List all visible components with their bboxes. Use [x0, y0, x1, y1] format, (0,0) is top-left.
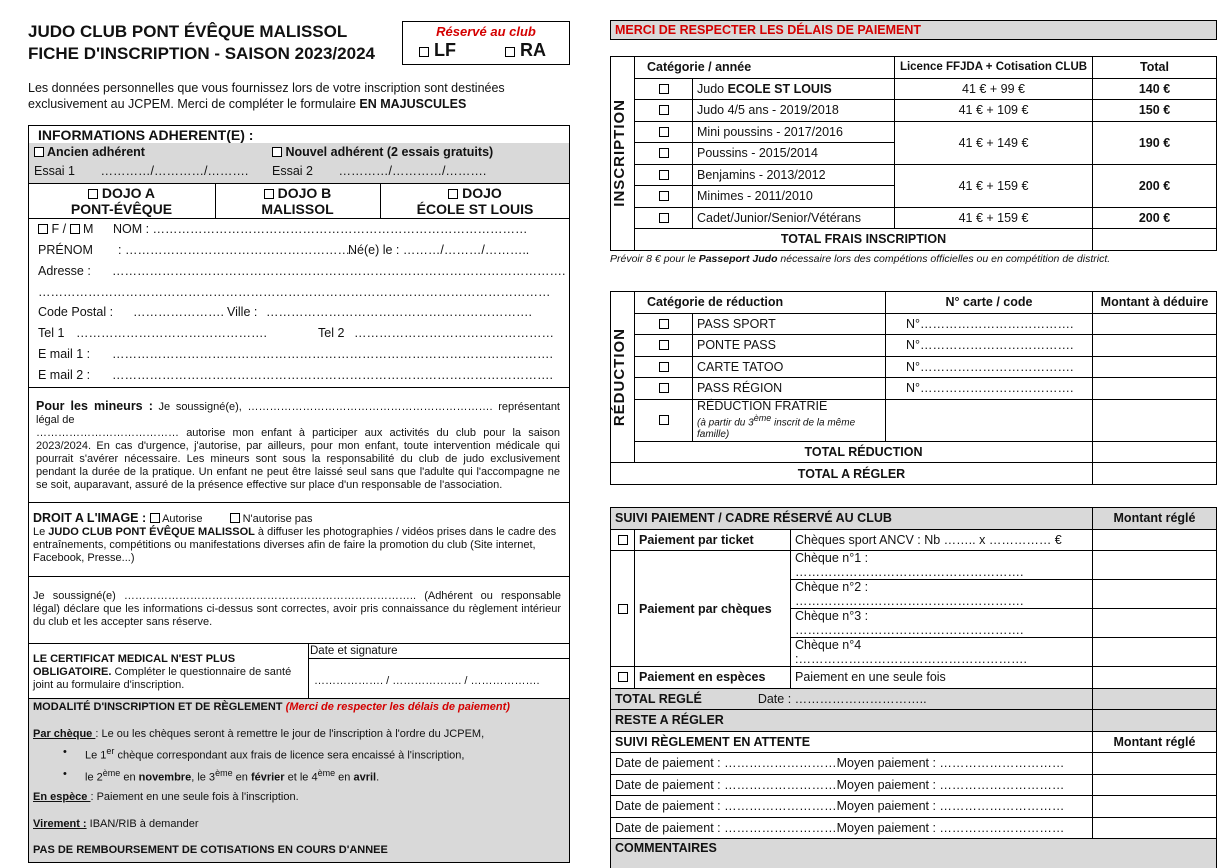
- tel1-field[interactable]: ……………………………………….: [76, 326, 267, 340]
- fratrie-label: RÉDUCTION FRATRIE: [697, 398, 828, 413]
- cheque2-montant[interactable]: [1093, 580, 1217, 609]
- lf-label: LF: [434, 40, 457, 60]
- modalite-title-text: MODALITÉ D'INSCRIPTION ET DE RÈGLEMENT: [33, 701, 286, 713]
- red-col-cat: Catégorie de réduction: [635, 292, 886, 314]
- intro-line2: exclusivement au JCPEM. Merci de compléter le formulaire: [28, 97, 360, 111]
- ticket-detail[interactable]: Chèques sport ANCV : Nb …….. x …………… €: [791, 529, 1093, 551]
- row5-checkbox[interactable]: [659, 191, 669, 201]
- naissance-field[interactable]: Né(e) le : ………/………/………..: [348, 243, 530, 257]
- certificat-bold: LE CERTIFICAT MEDICAL N'EST PLUS OBLIGATOIRE.: [33, 653, 236, 678]
- b2-avr: avril: [353, 771, 377, 784]
- prenom-label: PRÉNOM: [38, 243, 93, 257]
- ville-label: Ville :: [227, 305, 258, 319]
- bullet-2: [33, 768, 563, 784]
- total-regler-value[interactable]: [1093, 463, 1217, 485]
- reserved-label: Réservé au club: [436, 24, 536, 39]
- certificat-block: [33, 653, 301, 692]
- espece-label: En espèce: [33, 791, 91, 803]
- reduction-table: [610, 291, 1217, 485]
- b2-b: en: [120, 771, 139, 784]
- dojo-b: [215, 185, 380, 217]
- carte-tatoo-checkbox[interactable]: [659, 362, 669, 372]
- ra-label: RA: [520, 40, 547, 60]
- banner-delais: MERCI DE RESPECTER LES DÉLAIS DE PAIEMENT: [610, 20, 1217, 40]
- image-label: DROIT A L'IMAGE :: [33, 511, 150, 525]
- table-row: [611, 378, 1217, 400]
- cheque-text: : Le ou les chèques seront à remettre le jour de l'inscription à l'ordre du JCPEM,: [95, 728, 485, 740]
- ponte-pass-checkbox[interactable]: [659, 340, 669, 350]
- b2-sup2: ème: [215, 767, 233, 778]
- pass-region-checkbox[interactable]: [659, 383, 669, 393]
- attente-montant-header: Montant réglé: [1093, 731, 1217, 753]
- table-row: [611, 817, 1217, 839]
- cheques-label: Paiement par chèques: [635, 551, 791, 667]
- virement-label: Virement :: [33, 818, 87, 830]
- prenom-field[interactable]: : ………………………………………………..: [118, 243, 357, 257]
- declaration-text: Je soussigné(e) …………………………………………………………………….. (Adhérent ou responsable légal) déclare que les informations ci-dessus sont correctes, avoir pris connaissance du règlement intérieur du club et les accepter sans réserve.: [33, 590, 561, 628]
- total-regle-date[interactable]: Date : …………………………..: [757, 691, 927, 706]
- mineurs-block: [36, 400, 560, 492]
- passeport-note: [610, 253, 1110, 265]
- image-text-bold: JUDO CLUB PONT ÉVÊQUE MALISSOL: [48, 526, 255, 538]
- b2-nov: novembre: [138, 771, 192, 784]
- total-regle-value[interactable]: [1093, 688, 1217, 710]
- intro-line1: Les données personnelles que vous fournissez lors de votre inscription sont destinées: [28, 81, 505, 95]
- attente-row1[interactable]: Date de paiement : ………………………Moyen paiement : …………………………: [611, 753, 1093, 775]
- b1-sup: er: [106, 746, 115, 756]
- mail2-field[interactable]: …………………………………………………………………………………………….: [112, 368, 553, 382]
- red-col-mont: Montant à déduire: [1093, 292, 1217, 314]
- cp-label: Code Postal :: [38, 305, 114, 319]
- cheque4-montant[interactable]: [1093, 638, 1217, 667]
- table-row: [611, 121, 1217, 143]
- adresse-field-2[interactable]: ……………………………………………………………………………………………………………: [38, 285, 551, 299]
- row4-label: Benjamins - 2013/2012: [693, 164, 895, 186]
- especes-detail: Paiement en une seule fois: [791, 667, 1093, 689]
- intro-bold: EN MAJUSCULES: [359, 97, 467, 111]
- b2-f: en: [335, 771, 354, 784]
- note-bold: Passeport Judo: [698, 253, 778, 265]
- tel1-label: Tel 1: [38, 326, 65, 340]
- fratrie-checkbox[interactable]: [659, 415, 669, 425]
- tel2-field[interactable]: …………………………………………: [354, 326, 554, 340]
- modalite-title-red: (Merci de respecter les délais de paiement): [285, 701, 510, 713]
- total-frais-label: TOTAL FRAIS INSCRIPTION: [635, 229, 1093, 251]
- essai2-label: Essai 2: [272, 164, 313, 178]
- montant-regle-header: Montant réglé: [1093, 508, 1217, 530]
- b1-pre: Le 1: [85, 749, 107, 762]
- ra-checkbox[interactable]: [505, 47, 515, 57]
- nouveau-row: [272, 145, 493, 159]
- nouveau-label: Nouvel adhérent (2 essais gratuits): [285, 145, 494, 159]
- lic4: 41 € + 159 €: [895, 207, 1093, 229]
- cheque1-field[interactable]: Chèque n°1 : ……………………………………………….: [791, 551, 1093, 580]
- pass-sport-montant[interactable]: [1093, 313, 1217, 335]
- col-licence: Licence FFJDA + Cotisation CLUB: [895, 57, 1093, 79]
- dojo-c-checkbox[interactable]: [448, 189, 458, 199]
- commentaires-box[interactable]: COMMENTAIRES: [611, 839, 1217, 868]
- dojo-a-label1: DOJO A: [101, 185, 156, 201]
- b1-post: chèque correspondant aux frais de licence sera encaissé à l'inscription,: [114, 749, 465, 762]
- lf-checkbox[interactable]: [419, 47, 429, 57]
- ponte-pass-montant[interactable]: [1093, 335, 1217, 357]
- red-col-num: N° carte / code: [886, 292, 1093, 314]
- bullet-1: [33, 746, 563, 762]
- nautorise-label: N'autorise pas: [242, 513, 313, 525]
- dojo-c-label2: ÉCOLE ST LOUIS: [416, 201, 534, 217]
- table-row: [611, 313, 1217, 335]
- table-row: [611, 774, 1217, 796]
- b2-sup3: ème: [317, 767, 336, 778]
- b2-c: , le 3: [191, 771, 216, 784]
- total3: 200 €: [1093, 164, 1217, 207]
- table-row: [611, 667, 1217, 689]
- total-frais-value[interactable]: [1093, 229, 1217, 251]
- b2-d: en: [232, 771, 251, 784]
- row4-checkbox[interactable]: [659, 170, 669, 180]
- pass-region-label: PASS RÉGION: [693, 378, 886, 400]
- ticket-label: Paiement par ticket: [635, 529, 791, 551]
- inscription-table: [610, 56, 1217, 251]
- virement-text: IBAN/RIB à demander: [86, 818, 199, 830]
- ponte-pass-num[interactable]: N°……………………………….: [886, 335, 1093, 357]
- suivi-table: [610, 507, 1217, 868]
- cp-field[interactable]: ………………….: [133, 305, 224, 319]
- row3-label: Poussins - 2015/2014: [693, 143, 895, 165]
- b2-sup1: ème: [102, 767, 121, 778]
- fratrie-note-b: inscrit de la même famille): [697, 416, 856, 440]
- adresse-field[interactable]: ……………………………………………………………………………………………….: [112, 264, 566, 278]
- row1-checkbox[interactable]: [659, 105, 669, 115]
- total-regle-label: TOTAL REGLÉ: [615, 691, 702, 706]
- row0-checkbox[interactable]: [659, 84, 669, 94]
- remboursement-line: PAS DE REMBOURSEMENT DE COTISATIONS EN COURS D'ANNEE: [33, 844, 388, 856]
- table-row: [611, 335, 1217, 357]
- row0-label: Judo: [697, 81, 728, 96]
- form-title: JUDO CLUB PONT ÉVÊQUE MALISSOL: [28, 22, 348, 41]
- b2-fev: février: [250, 771, 285, 784]
- dojo-b-label1: DOJO B: [277, 185, 332, 201]
- mineurs-label: Pour les mineurs :: [36, 399, 153, 413]
- modalite-title: [33, 701, 510, 713]
- intro-text: [28, 80, 505, 112]
- fratrie-montant[interactable]: [1093, 399, 1217, 441]
- lic1: 41 € + 109 €: [895, 100, 1093, 122]
- cheques-checkbox[interactable]: [618, 604, 628, 614]
- adherent-title: INFORMATIONS ADHERENT(E) :: [38, 127, 254, 143]
- mail2-label: E mail 2 :: [38, 368, 91, 382]
- table-row: [611, 753, 1217, 775]
- especes-label: Paiement en espèces: [635, 667, 791, 689]
- essai1: [34, 164, 248, 178]
- reste-value[interactable]: [1093, 710, 1217, 732]
- pass-sport-num[interactable]: N°……………………………….: [886, 313, 1093, 335]
- dojo-b-checkbox[interactable]: [264, 189, 274, 199]
- image-text-post: à diffuser les photographies / vidéos prises dans le cadre des entraînements, compétitions ou manifestations diverses afin de faire la promotion du club (Site internet, Facebook, Presse...): [33, 526, 557, 564]
- attente-title: SUIVI RÈGLEMENT EN ATTENTE: [611, 731, 1093, 753]
- col-total: Total: [1093, 57, 1217, 79]
- suivi-title: SUIVI PAIEMENT / CADRE RÉSERVÉ AU CLUB: [611, 508, 1093, 530]
- dojo-a-label2: PONT-ÉVÊQUE: [70, 201, 173, 217]
- ville-field[interactable]: ……………………………………………………….: [266, 305, 532, 319]
- image-text-pre: Le: [33, 526, 49, 538]
- m-label: M: [83, 222, 94, 236]
- pass-region-montant[interactable]: [1093, 378, 1217, 400]
- essai1-label: Essai 1: [34, 164, 75, 178]
- dojo-c: [380, 185, 570, 217]
- b2-a: le 2: [85, 771, 103, 784]
- f-checkbox[interactable]: [38, 224, 48, 234]
- virement-line: [33, 818, 198, 830]
- lic3: 41 € + 159 €: [895, 164, 1093, 207]
- row2-checkbox[interactable]: [659, 127, 669, 137]
- table-row: [611, 356, 1217, 378]
- espece-text: : Paiement en une seule fois à l'inscription.: [90, 791, 299, 803]
- table-row: [611, 164, 1217, 186]
- dojo-c-label1: DOJO: [462, 185, 502, 201]
- autorise-label: Autorise: [162, 513, 203, 525]
- row6-label: Cadet/Junior/Senior/Vétérans: [693, 207, 895, 229]
- ancien-row: [34, 145, 145, 159]
- dojo-a: [28, 185, 215, 217]
- reduction-vertical-label: [611, 292, 635, 463]
- ancien-checkbox[interactable]: [34, 147, 44, 157]
- note-post: nécessaire lors des compétions officielles ou en compétition de district.: [777, 253, 1111, 265]
- row0-bold: ECOLE ST LOUIS: [727, 81, 832, 96]
- f-label: F /: [51, 222, 70, 236]
- note-pre: Prévoir 8 € pour le: [610, 253, 699, 265]
- b2-g: .: [376, 771, 380, 784]
- form-subtitle: FICHE D'INSCRIPTION - SAISON 2023/2024: [28, 44, 375, 63]
- table-row: [611, 100, 1217, 122]
- sexe-nom-row: [38, 222, 528, 236]
- col-categorie: Catégorie / année: [635, 57, 895, 79]
- fratrie-num[interactable]: [886, 399, 1093, 441]
- especes-checkbox[interactable]: [618, 672, 628, 682]
- m-checkbox[interactable]: [70, 224, 80, 234]
- fratrie-note-a: (à partir du 3: [697, 416, 754, 428]
- inscription-vertical-label: [611, 57, 635, 251]
- mail1-field[interactable]: …………………………………………………………………………………………….: [112, 347, 553, 361]
- essai1-field[interactable]: …………/…………/……….: [100, 164, 249, 178]
- pass-sport-label: PASS SPORT: [693, 313, 886, 335]
- lic2: 41 € + 149 €: [895, 121, 1093, 164]
- pass-region-num[interactable]: N°……………………………….: [886, 378, 1093, 400]
- reserved-box: [402, 21, 570, 65]
- total2: 190 €: [1093, 121, 1217, 164]
- cheque-block: [33, 728, 563, 783]
- table-row: [611, 207, 1217, 229]
- cheque1-montant[interactable]: [1093, 551, 1217, 580]
- espece-line: [33, 791, 299, 803]
- cheque3-field[interactable]: Chèque n°3 : ……………………………………………….: [791, 609, 1093, 638]
- carte-tatoo-label: CARTE TATOO: [693, 356, 886, 378]
- total-reduction-value[interactable]: [1093, 441, 1217, 463]
- attente-montant3[interactable]: [1093, 796, 1217, 818]
- nom-field[interactable]: NOM : ………………………………………………………………………………: [112, 222, 528, 236]
- ponte-pass-label: PONTE PASS: [693, 335, 886, 357]
- ancien-label: Ancien adhérent: [47, 145, 145, 159]
- total-regler-label: TOTAL A RÉGLER: [611, 463, 1093, 485]
- table-row: [611, 529, 1217, 551]
- b2-e: et le 4: [284, 771, 318, 784]
- dojo-b-label2: MALISSOL: [261, 201, 334, 217]
- date-signature-field[interactable]: ………………. / ………………. / ……………….: [314, 675, 540, 687]
- image-block: [33, 512, 563, 565]
- table-row: [611, 551, 1217, 580]
- mineurs-text2: ………………………………… autorise mon enfant à participer aux activités du club pour la saison 2023/2024. En cas d'urgence, j'autorise, par ailleurs, pour mon enfant, toute intervention médicale qui pourrait s'avérer nécessaire. Les mineurs sont sous la responsabilité du club de judo exclusivement pendant la durée de la pratique. Un enfant ne peut être laissé seul sans que l'adulte qui l'accompagne ne se soit, auparavant, assuré de la présence effective sur place d'un responsable de l'association.: [36, 427, 560, 491]
- cheque3-montant[interactable]: [1093, 609, 1217, 638]
- adresse-label: Adresse :: [38, 264, 91, 278]
- attente-montant1[interactable]: [1093, 753, 1217, 775]
- lic0: 41 € + 99 €: [895, 78, 1093, 100]
- mineurs-text1: Je soussigné(e), …………………………………………………………. représentant légal de: [36, 401, 560, 426]
- total0: 140 €: [1093, 78, 1217, 100]
- cheque-label: Par chèque: [33, 728, 96, 740]
- mail1-label: E mail 1 :: [38, 347, 91, 361]
- dojo-a-checkbox[interactable]: [88, 189, 98, 199]
- attente-row3[interactable]: Date de paiement : ………………………Moyen paiement : …………………………: [611, 796, 1093, 818]
- table-row: [611, 796, 1217, 818]
- cheque2-field[interactable]: Chèque n°2 : ……………………………………………….: [791, 580, 1093, 609]
- attente-row4[interactable]: Date de paiement : ………………………Moyen paiement : …………………………: [611, 817, 1093, 839]
- row6-checkbox[interactable]: [659, 213, 669, 223]
- row5-label: Minimes - 2011/2010: [693, 186, 895, 208]
- pass-sport-checkbox[interactable]: [659, 319, 669, 329]
- attente-montant2[interactable]: [1093, 774, 1217, 796]
- especes-montant[interactable]: [1093, 667, 1217, 689]
- carte-tatoo-montant[interactable]: [1093, 356, 1217, 378]
- attente-montant4[interactable]: [1093, 817, 1217, 839]
- attente-row2[interactable]: Date de paiement : ………………………Moyen paiement : …………………………: [611, 774, 1093, 796]
- reduction-label: RÉDUCTION: [611, 328, 628, 427]
- table-row: [611, 399, 1217, 441]
- fratrie-note-sup: ème: [753, 412, 772, 423]
- total1: 150 €: [1093, 100, 1217, 122]
- certificat-text: Compléter le questionnaire de santé joint au formulaire d'inscription.: [33, 666, 292, 691]
- ticket-checkbox[interactable]: [618, 535, 628, 545]
- nautorise-checkbox[interactable]: [230, 513, 240, 523]
- row1-label: Judo 4/5 ans - 2019/2018: [693, 100, 895, 122]
- inscription-label: INSCRIPTION: [611, 99, 628, 208]
- reste-label: RESTE A RÉGLER: [611, 710, 1093, 732]
- total4: 200 €: [1093, 207, 1217, 229]
- row3-checkbox[interactable]: [659, 148, 669, 158]
- essai2: [272, 164, 486, 178]
- carte-tatoo-num[interactable]: N°……………………………….: [886, 356, 1093, 378]
- cheque4-field[interactable]: Chèque n°4 :……………………………………………….: [791, 638, 1093, 667]
- tel2-label: Tel 2: [318, 326, 345, 340]
- autorise-checkbox[interactable]: [150, 513, 160, 523]
- row2-label: Mini poussins - 2017/2016: [693, 121, 895, 143]
- ticket-montant[interactable]: [1093, 529, 1217, 551]
- essai2-field[interactable]: …………/…………/……….: [338, 164, 487, 178]
- total-reduction-label: TOTAL RÉDUCTION: [635, 441, 1093, 463]
- table-row: [611, 78, 1217, 100]
- nouveau-checkbox[interactable]: [272, 147, 282, 157]
- date-signature-label: Date et signature: [310, 645, 398, 657]
